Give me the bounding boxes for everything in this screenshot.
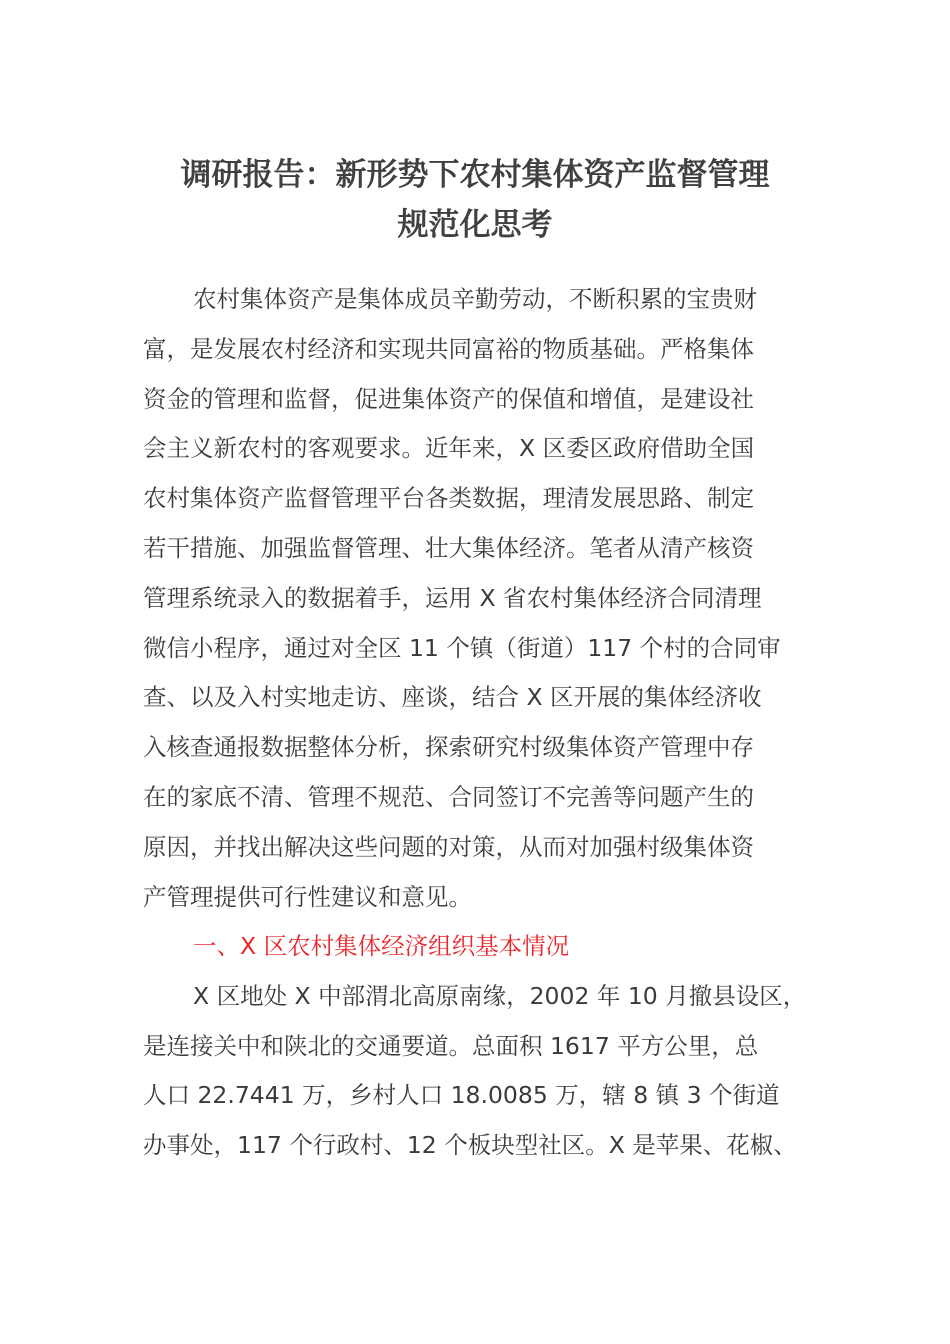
paragraph-line: 管理系统录入的数据着手，运用 X 省农村集体经济合同清理 — [143, 583, 762, 612]
intro-paragraph — [143, 275, 823, 922]
section-1 — [143, 922, 823, 1171]
paragraph-line: 原因，并找出解决这些问题的对策，从而对加强村级集体资 — [143, 832, 754, 861]
paragraph-line: 查、以及入村实地走访、座谈，结合 X 区开展的集体经济收 — [143, 683, 762, 712]
paragraph-line: 人口 22.7441 万，乡村人口 18.0085 万，辖 8 镇 3 个街道 — [143, 1081, 780, 1110]
paragraph-line: X 区地处 X 中部渭北高原南缘，2002 年 10 月撤县设区， — [193, 981, 807, 1010]
paragraph-line: 在的家底不清、管理不规范、合同签订不完善等问题产生的 — [143, 782, 754, 811]
paragraph-line: 若干措施、加强监督管理、壮大集体经济。笔者从清产核资 — [143, 533, 754, 562]
paragraph-line: 富，是发展农村经济和实现共同富裕的物质基础。严格集体 — [143, 334, 754, 363]
document-title — [140, 150, 810, 250]
paragraph-line: 产管理提供可行性建议和意见。 — [143, 882, 472, 911]
paragraph-line: 微信小程序，通过对全区 11 个镇（街道）117 个村的合同审 — [143, 633, 781, 662]
paragraph-line: 农村集体资产是集体成员辛勤劳动，不断积累的宝贵财 — [193, 285, 757, 313]
paragraph-line: 是连接关中和陕北的交通要道。总面积 1617 平方公里，总 — [143, 1031, 759, 1060]
paragraph-line: 农村集体资产监督管理平台各类数据，理清发展思路、制定 — [143, 484, 754, 513]
section-heading: 一、X 区农村集体经济组织基本情况 — [193, 932, 570, 960]
title-line-1: 调研报告：新形势下农村集体资产监督管理 — [180, 157, 770, 193]
paragraph-line: 资金的管理和监督，促进集体资产的保值和增值，是建设社 — [143, 384, 754, 413]
paragraph-line: 会主义新农村的客观要求。近年来，X 区委区政府借助全国 — [143, 434, 755, 463]
paragraph-line: 入核查通报数据整体分析，探索研究村级集体资产管理中存 — [143, 733, 754, 762]
paragraph-line: 办事处，117 个行政村、12 个板块型社区。X 是苹果、花椒、 — [143, 1131, 797, 1160]
title-line-2: 规范化思考 — [397, 206, 553, 243]
